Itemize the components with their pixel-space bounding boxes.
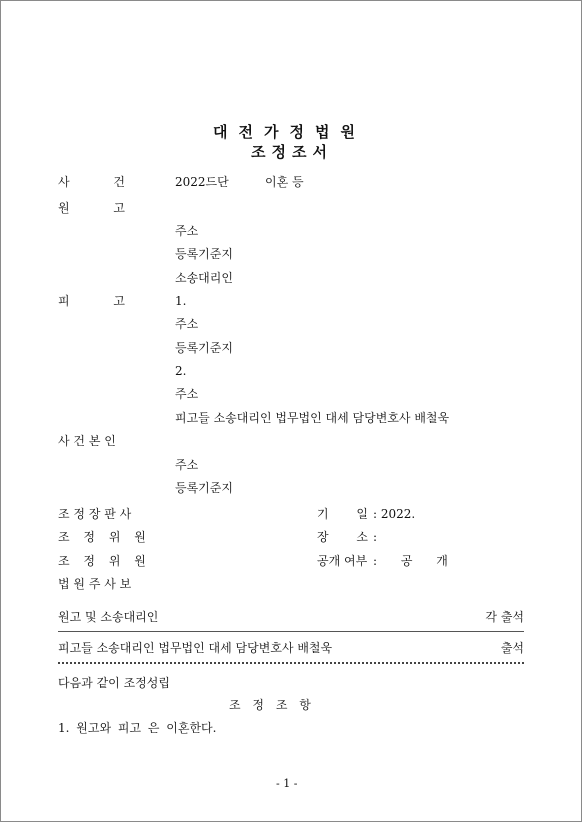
judge-label: 조 정 장 판 사 xyxy=(58,507,132,521)
member1-label: 조 정 위 원 xyxy=(58,530,146,544)
date-label: 기 일 xyxy=(317,507,368,521)
defendant-2-address: 주소 xyxy=(175,387,199,401)
plaintiff-attorney: 소송대리인 xyxy=(175,271,233,285)
member2-label: 조 정 위 원 xyxy=(58,554,146,568)
attendance-plaintiff-status: 각 출석 xyxy=(485,610,524,624)
dotted-separator xyxy=(58,662,524,664)
place-label: 장 소 xyxy=(317,530,368,544)
plaintiff-address: 주소 xyxy=(175,224,199,238)
case-name: 이혼 등 xyxy=(265,175,304,189)
public-label: 공개 여부 xyxy=(317,554,368,568)
page-number: - 1 - xyxy=(276,777,298,790)
clerk-label: 법 원 주 사 보 xyxy=(58,577,132,591)
separator-line xyxy=(58,631,524,632)
principal-registry: 등록기준지 xyxy=(175,481,233,495)
defendant-attorney: 피고들 소송대리인 법무법인 대세 담당변호사 배철욱 xyxy=(175,411,450,425)
attendance-defendant: 피고들 소송대리인 법무법인 대세 담당변호사 배철욱 xyxy=(58,641,333,655)
place-value: : xyxy=(373,530,378,544)
attendance-defendant-status: 출석 xyxy=(500,641,524,655)
defendant-1-address: 주소 xyxy=(175,317,199,331)
court-name: 대전가정법원 xyxy=(213,123,366,141)
case-label: 사 건 xyxy=(58,175,125,189)
date-value: : 2022. xyxy=(373,507,416,521)
public-value: : 공 개 xyxy=(373,554,448,568)
clause-1: 1. 원고와 피고 은 이혼한다. xyxy=(58,721,217,735)
defendant-label: 피 고 xyxy=(58,294,125,308)
section-title: 조 정 조 항 xyxy=(229,698,311,712)
plaintiff-registry: 등록기준지 xyxy=(175,247,233,261)
principal-address: 주소 xyxy=(175,458,199,472)
defendant-1-number: 1. xyxy=(175,294,187,308)
defendant-1-registry: 등록기준지 xyxy=(175,341,233,355)
case-number: 2022드단 xyxy=(175,175,229,189)
attendance-plaintiff: 원고 및 소송대리인 xyxy=(58,610,159,624)
document-title: 조정조서 xyxy=(251,143,333,161)
defendant-2-number: 2. xyxy=(175,364,187,378)
intro-text: 다음과 같이 조정성립 xyxy=(58,676,170,690)
plaintiff-label: 원 고 xyxy=(58,201,125,215)
principal-label: 사 건 본 인 xyxy=(58,434,116,448)
